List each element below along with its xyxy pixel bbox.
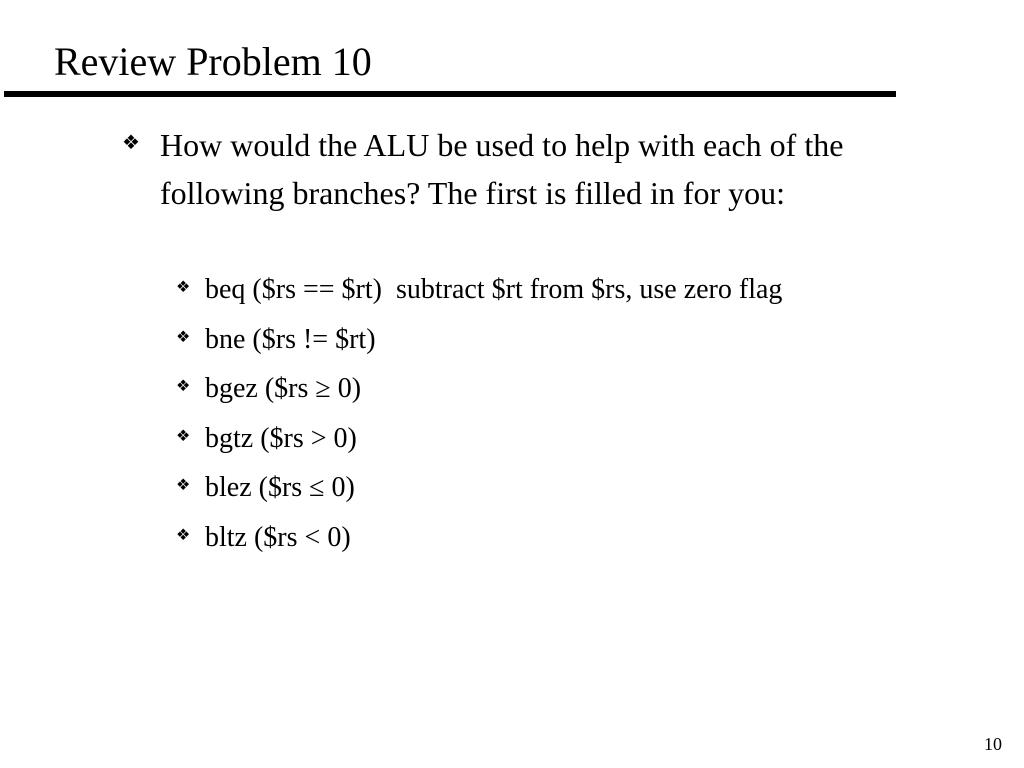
list-item-blez: [176, 463, 956, 507]
list-item-text: bgez ($rs ≥ 0): [205, 373, 362, 404]
list-item-bne: [176, 315, 956, 359]
diamond-bullet-icon: ❖: [176, 526, 191, 544]
list-item-text: beq ($rs == $rt) subtract $rt from $rs, use zero flag: [205, 274, 783, 305]
list-item-beq: [176, 265, 956, 309]
list-item-text: bne ($rs != $rt): [205, 323, 376, 355]
main-bullet-text: How would the ALU be used to help with each of the following branches? The first is filled in for you:: [160, 127, 844, 211]
slide-title: Review Problem 10: [54, 39, 372, 84]
list-item-bltz: [176, 513, 956, 557]
list-item-text: blez ($rs ≤ 0): [205, 472, 355, 503]
diamond-bullet-icon: ❖: [176, 328, 191, 346]
diamond-bullet-icon: ❖: [176, 477, 191, 494]
slide-number: 10: [984, 734, 1002, 754]
title-underline: [4, 91, 896, 97]
list-item-text: bgtz ($rs > 0): [205, 422, 357, 454]
diamond-bullet-icon: ❖: [122, 132, 140, 154]
list-item-bgez: [176, 364, 956, 408]
list-item-text: bltz ($rs < 0): [205, 521, 351, 553]
diamond-bullet-icon: ❖: [176, 378, 191, 395]
diamond-bullet-icon: ❖: [176, 427, 191, 445]
list-item-bgtz: [176, 414, 956, 458]
diamond-bullet-icon: ❖: [176, 279, 191, 296]
